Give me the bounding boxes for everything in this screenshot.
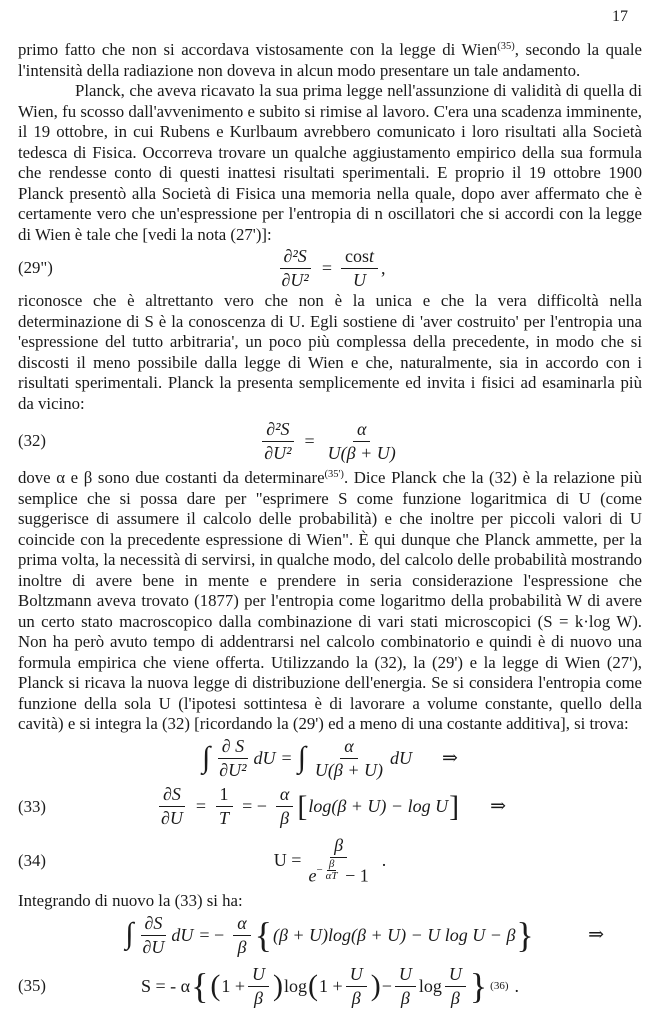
log-token: log [284, 975, 308, 996]
text-run: . Dice Planck che la (32) è la relazione più semplice che si possa dare per "esprimere S come funzione logaritmica di U (come suggerisce di assumere il calcolo delle probabilità) e che inoltre per piccoli valori di U coincide con la precedente espressione di Wien". È qui dunque che Planck ammette, per la prima volta, la necessità di servirsi, in qualche modo, del calcolo delle probabilità mostrando inoltre di avere bene in mente e prendere in seria considerazione l'espressione che Boltzmann aveva trovato (1877) per l'entropia come logaritmo della probabilità W di avere un certo stato macroscopico dalla combinazione di vari stati microscopici (S = k·log W). Non ha però avuto tempo di addentrarsi nel calcolo combinatorio e quindi è di nuovo una formula empirica che viene offerta. Utilizzando la (32), la (29') e la legge di Wien (27'), Planck si ricava la nuova legge di distribuzione dell'energia. Se si considera l'entropia come funzione della sola U (l'ipotesi sottintesa è di lavorare a volume constante, quello della cavità) e si integra la (32) [ricordando la (29') ed a meno di una costante additiva], si trova: [18, 468, 643, 733]
fraction [276, 784, 293, 828]
fraction [139, 913, 169, 957]
fraction-numerator: β [330, 835, 347, 858]
math-token: dU [390, 748, 413, 768]
equation-32 [18, 414, 642, 468]
math-token: log(β + U) − log U [308, 796, 449, 816]
fraction-denominator: β [400, 987, 410, 1008]
fraction-denominator: β [254, 987, 264, 1008]
implies-arrow: ⇒ [588, 924, 604, 946]
fraction [278, 246, 313, 290]
fraction-numerator: ∂²S [262, 419, 293, 442]
math-token: t [368, 245, 374, 266]
paragraph-3: riconosce che è altrettanto vero che non è la unica e che la vera difficoltà nella determinazione di S è la conoscenza di U. Egli sostiene di 'aver costruito' per l'entropia una 'espressione del tutto arbitraria', un poco più complessa della precedente, in modo che si discosti il meno possibile dalla legge di Wien e che, naturalmente, sia in accordo con i risultati sperimentali. Planck la presenta semplicemente ed invita i fisici ad esaminarla più da vicino: [18, 291, 642, 413]
fraction-numerator: β [328, 857, 335, 870]
fraction-denominator: U(β + U) [314, 760, 384, 780]
math-token: dU [171, 924, 194, 945]
equation-35 [18, 959, 642, 1013]
equals-sign: = [195, 796, 207, 816]
equation-content: ∫ $\frac{\partial S}{\partial U}$ dU = − $\frac{\alpha}{\beta}$ { (β + U)log(β + U) − U log U − β } [125, 912, 534, 957]
text-run: , secondo la quale l'intensità della radiazione non doveva in alcun modo presentare un tale andamento. [18, 40, 642, 80]
fraction-numerator [341, 246, 378, 269]
footnote-ref-35prime: (35') [324, 469, 344, 480]
equation-content [257, 419, 403, 463]
math-token: . [381, 849, 387, 870]
fraction-numerator: α [276, 784, 293, 807]
text-run: primo fatto che non si accordava vistosamente con la legge di Wien [18, 40, 498, 59]
equation-label-35: (35) [18, 976, 46, 995]
math-token: U = [273, 849, 302, 870]
math-token: S = - α [141, 975, 191, 996]
paragraph-2: Planck, che aveva ricavato la sua prima legge nell'assunzione di validità di quella di Wien, fu scosso dall'avvenimento e subito si rimise al lavoro. C'era una scadenza imminente, il 19 ottobre, in cui Rubens e Kurlbaum avrebbero comunicato i loro risultati alla Società tedesca di Fisica. Occorreva trovare un qualche aggiustamento empirico della sua formula che rendesse conto di questi inattesi risultati sperimentali. E proprio il 19 ottobre 1900 Planck presentò alla Società di Fisica una memoria nella quale, dopo aver affermato che è certamente vero che un'espressione per l'entropia di n oscillatori che si accordi con la legge di Wien è tale che [vedi la nota (27')]: [18, 81, 642, 244]
fraction-denominator: ∂U² [219, 760, 247, 780]
fraction-denominator: β [237, 936, 247, 957]
fraction [215, 784, 233, 828]
math-token: dU [253, 748, 276, 768]
fraction [341, 246, 378, 290]
fraction-denominator: β [450, 987, 460, 1008]
fraction-numerator: U [346, 964, 367, 987]
fraction-numerator: ∂ S [218, 736, 248, 759]
fraction-numerator: U [395, 964, 416, 987]
math-token: − 1 [345, 865, 369, 886]
fraction-numerator: U [248, 964, 269, 987]
equation-content: ∫ $\frac{\partial S}{\text{∂U²}}$ dU = ∫ $\frac{\alpha}{U(\beta + U)}$ dU ⇒ [202, 736, 458, 780]
math-token: , [380, 257, 386, 278]
page-number: 17 [612, 8, 628, 25]
exponent [316, 859, 340, 883]
paragraph-5: Integrando di nuovo la (33) si ha: [18, 890, 243, 910]
equals-sign: = [321, 257, 332, 278]
fraction [324, 419, 400, 463]
fraction-denominator: β [280, 808, 290, 828]
math-token: e [308, 865, 317, 886]
fraction [324, 859, 340, 883]
equation-content: S = - α { ( 1 + $\frac{U}{\beta}$ ) log ( 1 + $\frac{U}{\beta}$ ) − $\frac{U}{\beta}$ log $\frac{U}{\beta}$ } (36) . [141, 963, 519, 1008]
math-token: (β + U)log(β + U) − U log U − β [272, 924, 516, 945]
fraction [346, 964, 367, 1008]
fraction-denominator: U(β + U) [327, 442, 396, 463]
text-run: dove α e β sono due costanti da determinare [18, 468, 325, 487]
equation-content [274, 835, 386, 886]
equals-minus: = − [242, 796, 267, 816]
fraction [248, 964, 269, 1008]
fraction-numerator: 1 [216, 784, 233, 807]
equation-29 [18, 245, 642, 291]
fraction [157, 784, 187, 828]
fraction-denominator: ∂U [160, 808, 183, 828]
equals-sign: = [304, 430, 315, 451]
fraction-denominator: ∂U² [264, 442, 292, 463]
fraction-denominator [304, 858, 372, 886]
fraction-numerator: ∂S [159, 784, 185, 807]
fraction-numerator: α [340, 736, 357, 759]
equation-33 [18, 783, 642, 831]
equation-label-34: (34) [18, 850, 46, 870]
equation-label-32: (32) [18, 431, 46, 450]
fraction-denominator: αT [325, 870, 338, 883]
equation-34 [18, 831, 642, 891]
paragraph-1 [18, 40, 642, 81]
math-token: cos [344, 245, 369, 266]
fraction-numerator: U [445, 964, 466, 987]
fraction-denominator: T [219, 808, 230, 828]
equation-integral-2 [18, 911, 642, 959]
math-token: . [514, 975, 519, 996]
fraction [304, 835, 372, 886]
fraction [395, 964, 416, 1008]
implies-arrow: ⇒ [442, 748, 458, 769]
equation-integral-1 [18, 735, 642, 783]
equals-sign: = [281, 748, 292, 768]
equals-minus: = − [199, 924, 225, 945]
fraction-numerator: α [233, 913, 250, 936]
fraction-denominator: β [351, 987, 361, 1008]
footnote-ref-35: (35) [497, 41, 515, 52]
equation-content: $\frac{\partial S}{\partial U}$ = $\frac{1}{T}$ = − $\frac{\alpha}{\beta}$ [ log(β + U) − log U ] ⇒ [154, 784, 506, 828]
equation-label-33: (33) [18, 796, 46, 816]
fraction [445, 964, 466, 1008]
equation-label-29: (29") [18, 258, 53, 277]
minus-sign: − [316, 864, 323, 877]
fraction-denominator: ∂U [142, 936, 165, 957]
fraction [233, 913, 250, 957]
paragraph-4 [18, 468, 642, 735]
implies-arrow: ⇒ [490, 796, 506, 817]
fraction [215, 736, 250, 780]
fraction-denominator: ∂U² [281, 269, 309, 290]
log-token: log [418, 975, 442, 996]
fraction [311, 736, 387, 780]
fraction-denominator: U [352, 269, 366, 290]
fraction [260, 419, 295, 463]
minus-sign: − [381, 975, 392, 996]
math-token: 1 + [221, 975, 246, 996]
fraction-numerator: ∂S [141, 913, 167, 936]
fraction-numerator: ∂²S [280, 246, 311, 269]
fraction-numerator: α [353, 419, 370, 442]
math-token: 1 + [319, 975, 343, 996]
equation-content [275, 246, 386, 290]
